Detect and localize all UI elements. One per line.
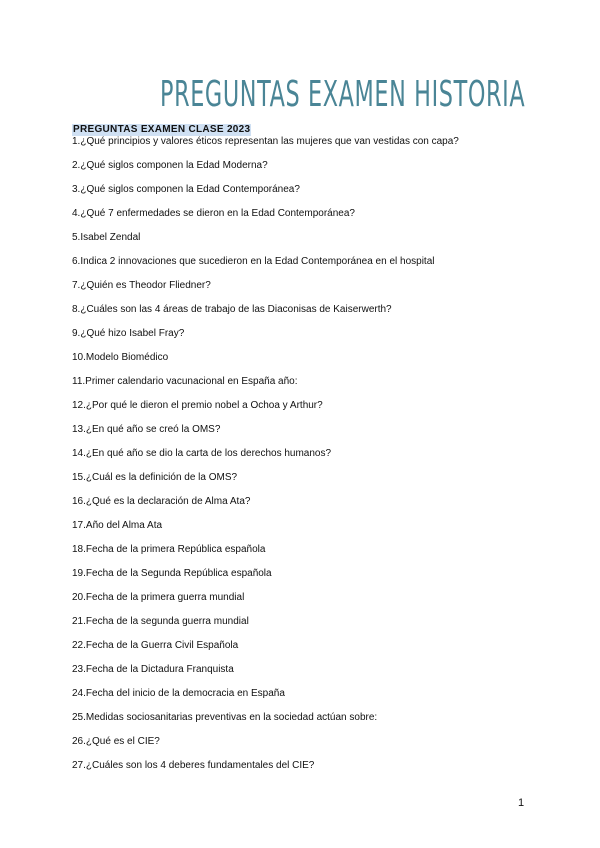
question-item: 17.Año del Alma Ata	[72, 520, 163, 531]
page-number: 1	[518, 797, 525, 809]
question-item: 2.¿Qué siglos componen la Edad Moderna?	[72, 160, 268, 171]
question-item: 26.¿Qué es el CIE?	[72, 736, 160, 747]
question-item: 9.¿Qué hizo Isabel Fray?	[72, 328, 185, 339]
question-item: 6.Indica 2 innovaciones que sucedieron en la Edad Contemporánea en el hospital	[72, 256, 435, 267]
question-item: 19.Fecha de la Segunda República española	[72, 568, 272, 579]
question-item: 22.Fecha de la Guerra Civil Española	[72, 640, 239, 651]
question-item: 3.¿Qué siglos componen la Edad Contemporánea?	[72, 184, 300, 195]
question-item: 10.Modelo Biomédico	[72, 352, 169, 363]
question-item: 14.¿En qué año se dio la carta de los derechos humanos?	[72, 448, 332, 459]
question-item: 1.¿Qué principios y valores éticos representan las mujeres que van vestidas con capa?	[72, 136, 459, 147]
question-item: 13.¿En qué año se creó la OMS?	[72, 424, 221, 435]
subheading: PREGUNTAS EXAMEN CLASE 2023	[73, 124, 251, 135]
question-item: 11.Primer calendario vacunacional en España año:	[72, 376, 298, 387]
question-item: 7.¿Quién es Theodor Fliedner?	[72, 280, 211, 291]
document-title-text: PREGUNTAS EXAMEN HISTORIA	[160, 74, 526, 115]
question-item: 23.Fecha de la Dictadura Franquista	[72, 664, 234, 675]
question-item: 15.¿Cuál es la definición de la OMS?	[72, 472, 238, 483]
question-list	[72, 136, 459, 784]
question-item: 18.Fecha de la primera República española	[72, 544, 266, 555]
question-item: 24.Fecha del inicio de la democracia en España	[72, 688, 285, 699]
question-item: 21.Fecha de la segunda guerra mundial	[72, 616, 249, 627]
question-item: 4.¿Qué 7 enfermedades se dieron en la Edad Contemporánea?	[72, 208, 355, 219]
question-item: 27.¿Cuáles son los 4 deberes fundamentales del CIE?	[72, 760, 315, 771]
question-item: 12.¿Por qué le dieron el premio nobel a Ochoa y Arthur?	[72, 400, 323, 411]
document-title	[160, 74, 526, 120]
question-item: 5.Isabel Zendal	[72, 232, 141, 243]
question-item: 25.Medidas sociosanitarias preventivas en la sociedad actúan sobre:	[72, 712, 378, 723]
question-item: 8.¿Cuáles son las 4 áreas de trabajo de las Diaconisas de Kaiserwerth?	[72, 304, 392, 315]
question-item: 16.¿Qué es la declaración de Alma Ata?	[72, 496, 251, 507]
question-item: 20.Fecha de la primera guerra mundial	[72, 592, 245, 603]
